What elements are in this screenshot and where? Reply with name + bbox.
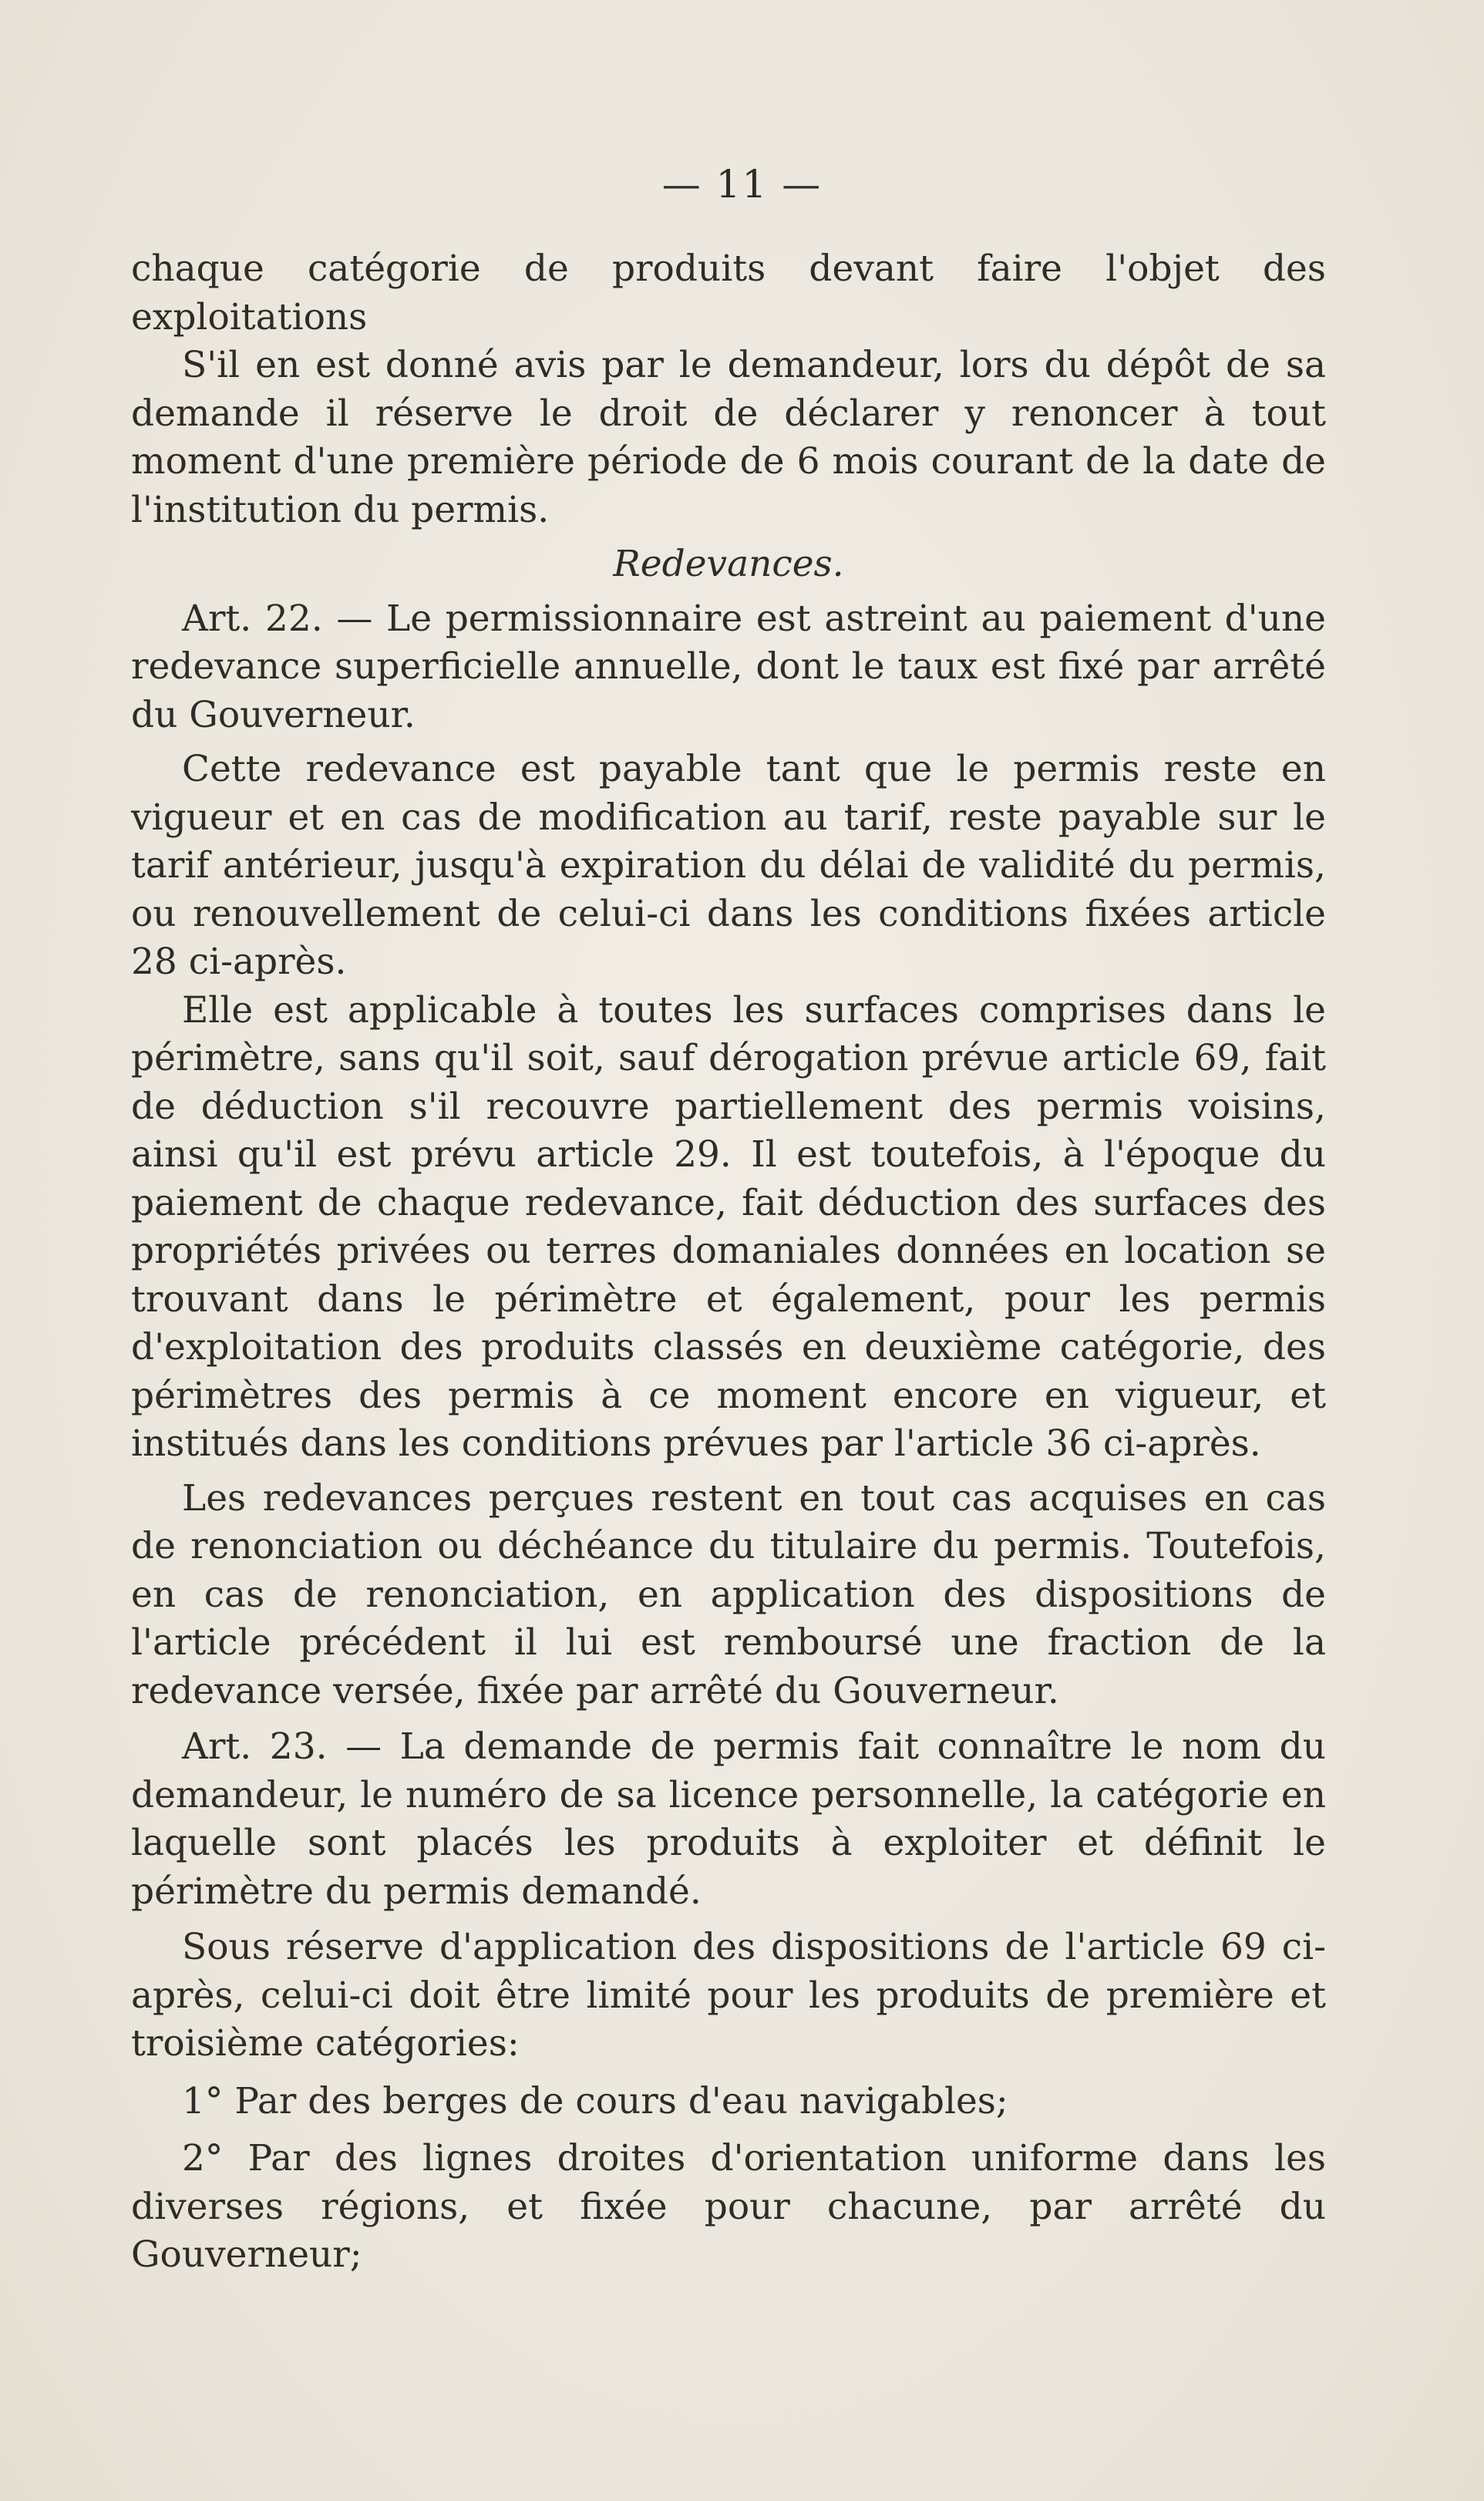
paragraph-renonciation-option: S'il en est donné avis par le demandeur, lors du dépôt de sa demande il réserve le droit de déclarer y renoncer à tout moment d'une première période de 6 mois courant de la date de l'institution du permis. (131, 344, 1326, 531)
body-text (131, 245, 1326, 2280)
paragraph-continuation: chaque catégorie de produits devant faire l'objet des exploitations (131, 247, 1326, 338)
paragraph-article-22: Art. 22. — Le permissionnaire est astreint au paiement d'une redevance superficielle annuelle, dont le taux est fixé par arrêté du Gouverneur. (131, 597, 1326, 736)
paragraph-redevances-acquises: Les redevances perçues restent en tout cas acquises en cas de renonciation ou déchéance du titulaire du permis. Toutefois, en cas de renonciation, en application des dispositions de l'article précédent il lui est remboursé une fraction de la redevance versée, fixée par arrêté du Gouverneur. (131, 1476, 1326, 1712)
list-item-berges: 1° Par des berges de cours d'eau navigables; (182, 2079, 1008, 2122)
section-heading-redevances: Redevances. (613, 543, 844, 585)
page-number: — 11 — (661, 162, 823, 207)
paragraph-reserve-article-69: Sous réserve d'application des dispositions de l'article 69 ci-après, celui-ci doit être limité pour les produits de première et troisième catégories: (131, 1926, 1326, 2065)
paragraph-surfaces-applicables: Elle est applicable à toutes les surfaces comprises dans le périmètre, sans qu'il soit, sauf dérogation prévue article 69, fait de déduction s'il recouvre partiellement des permis voisins, ainsi qu'il est prévu article 29. Il est toutefois, à l'époque du paiement de chaque redevance, fait déduction des surfaces des propriétés privées ou terres domaniales données en location se trouvant dans le périmètre et également, pour les permis d'exploitation des produits classés en deuxième catégorie, des périmètres des permis à ce moment encore en vigueur, et institués dans les conditions prévues par l'article 36 ci-après. (131, 988, 1326, 1465)
list-item-lignes-droites: 2° Par des lignes droites d'orientation uniforme dans les diverses régions, et fixée pour chacune, par arrêté du Gouverneur; (131, 2137, 1326, 2276)
paragraph-article-23: Art. 23. — La demande de permis fait connaître le nom du demandeur, le numéro de sa licence personnelle, la catégorie en laquelle sont placés les produits à exploiter et définit le périmètre du permis demandé. (131, 1725, 1326, 1913)
paragraph-redevance-payable: Cette redevance est payable tant que le permis reste en vigueur et en cas de modification au tarif, reste payable sur le tarif antérieur, jusqu'à expiration du délai de validité du permis, ou renouvellement de celui-ci dans les conditions fixées article 28 ci-après. (131, 748, 1326, 983)
